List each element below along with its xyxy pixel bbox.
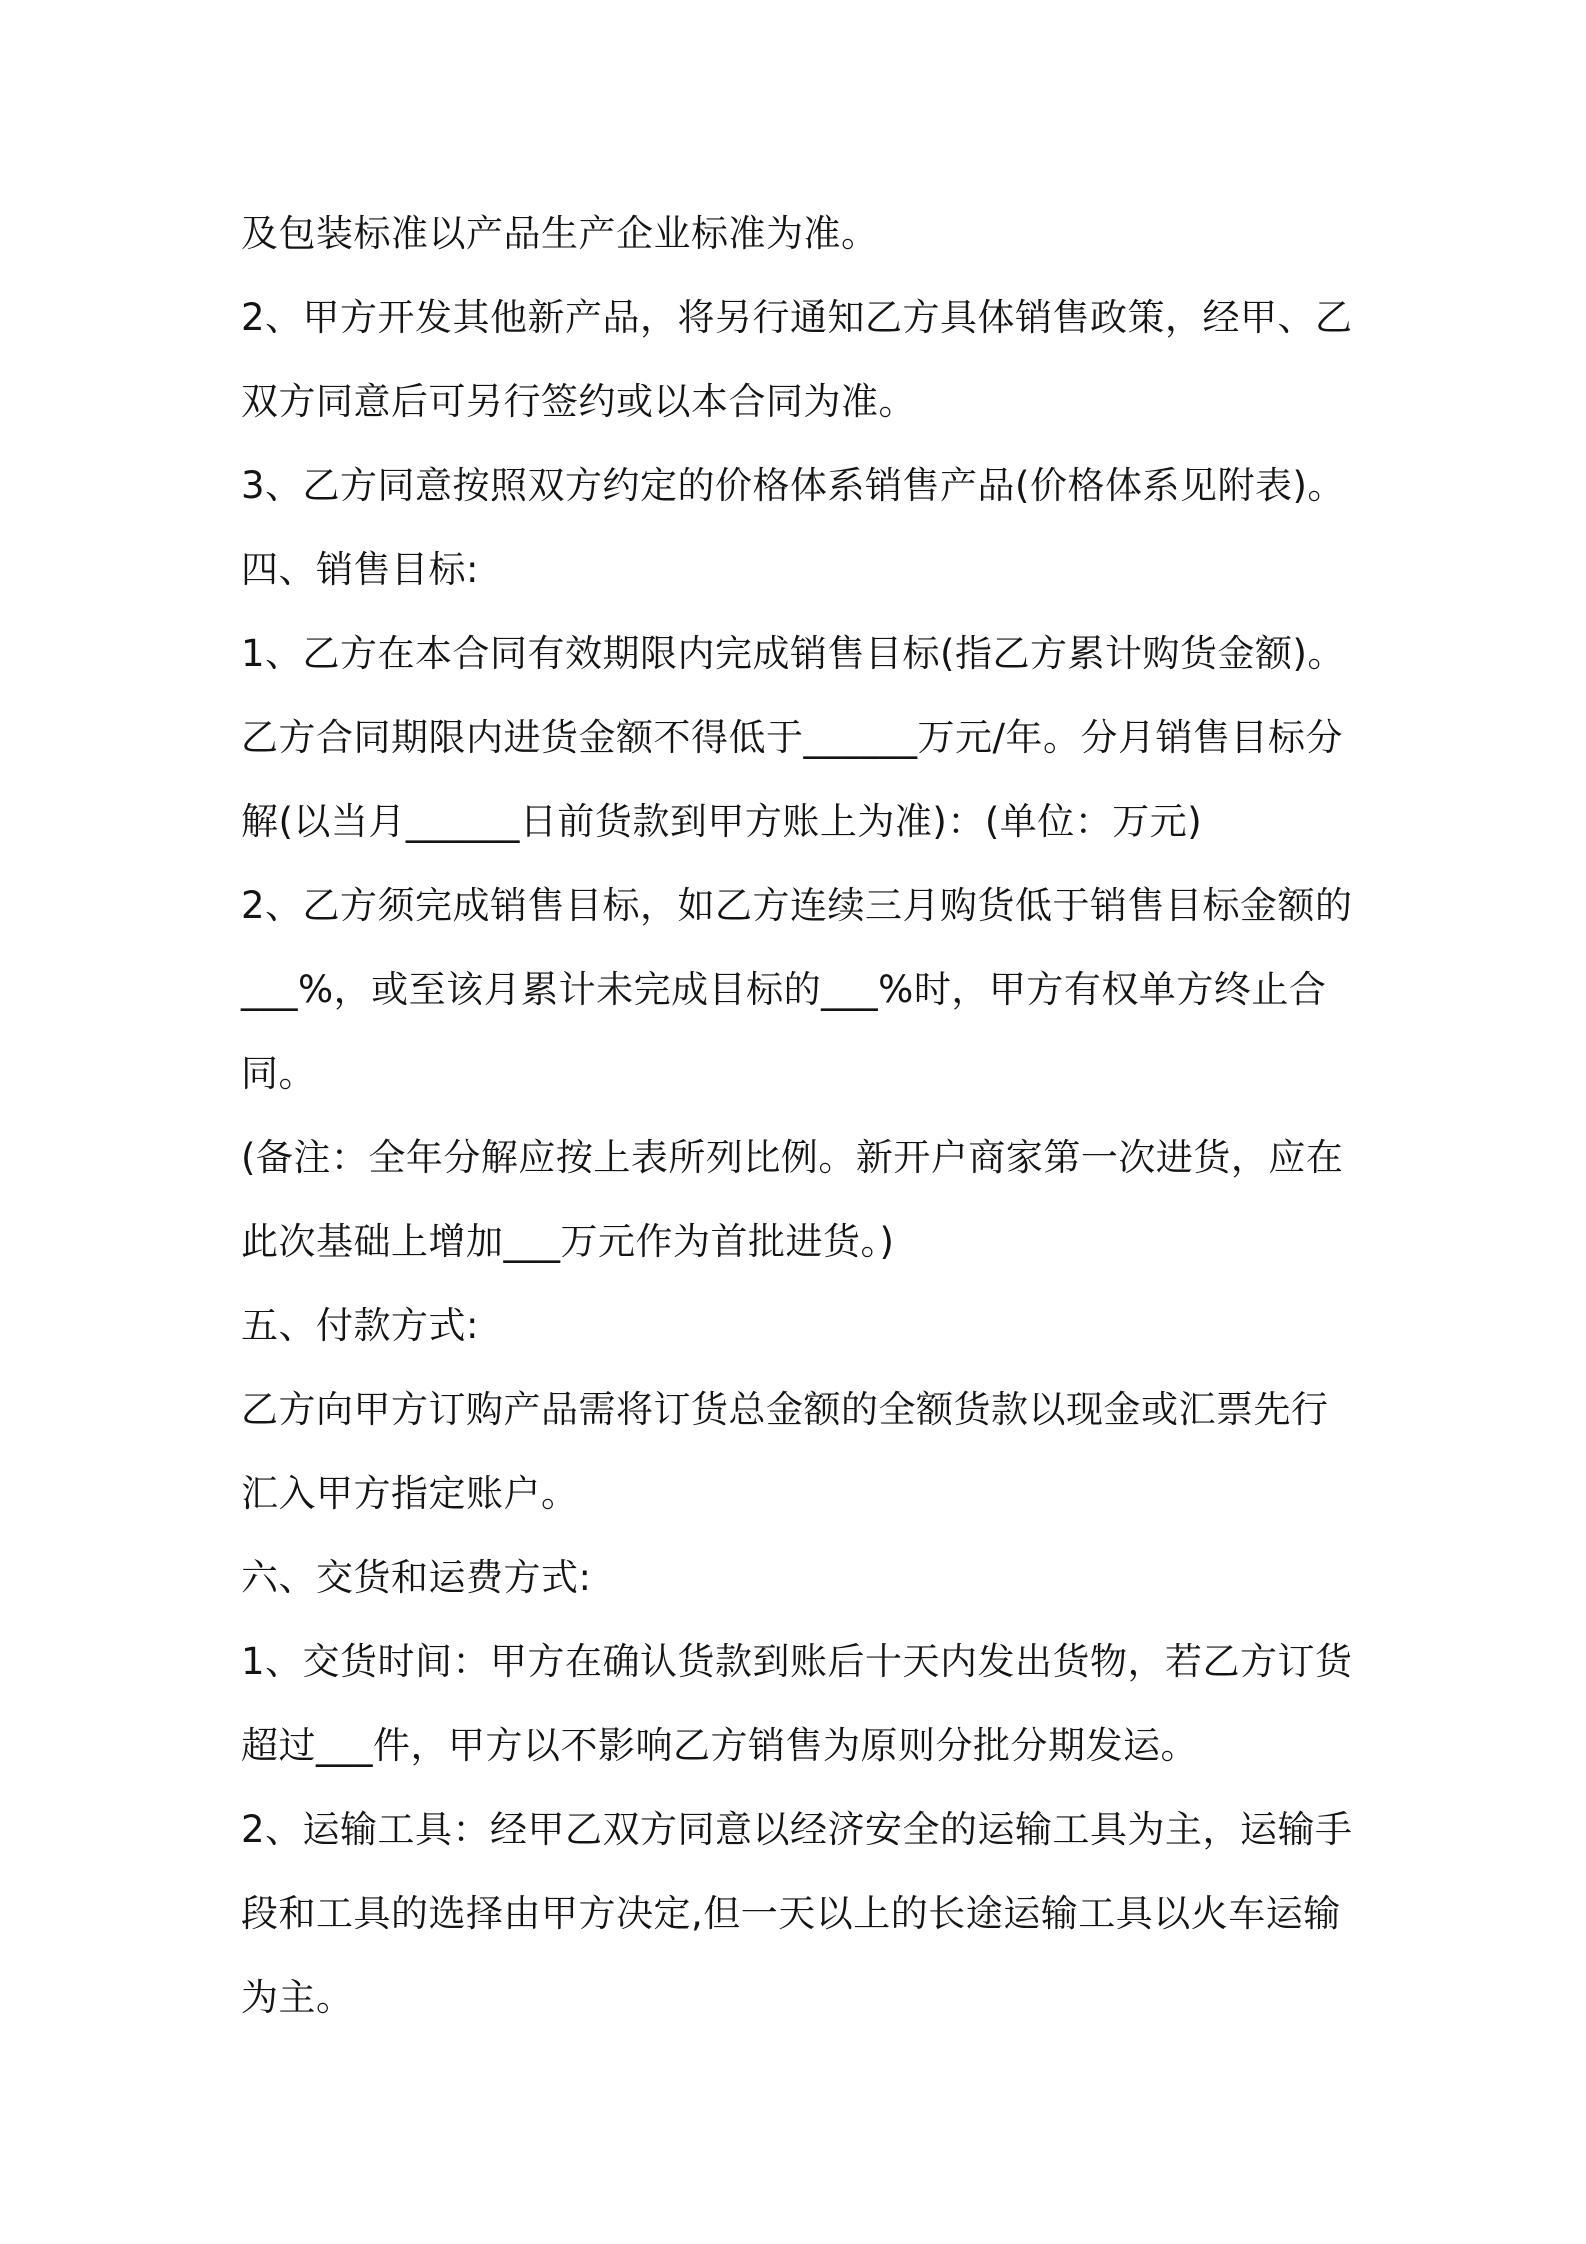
section-heading-payment: 五、付款方式:: [241, 1304, 479, 1347]
text-line-2: 2、甲方开发其他新产品，将另行通知乙方具体销售政策，经甲、乙: [241, 296, 1353, 339]
text-line-7: 乙方合同期限内进货金额不得低于______万元/年。分月销售目标分: [241, 716, 1343, 759]
text-line-8: 解(以当月______日前货款到甲方账上为准)：(单位：万元): [241, 800, 1203, 843]
text-line-12: (备注：全年分解应按上表所列比例。新开户商家第一次进货，应在: [241, 1136, 1344, 1179]
section-heading-sales-target: 四、销售目标:: [241, 548, 479, 591]
text-line-16: 汇入甲方指定账户。: [241, 1472, 579, 1515]
section-heading-delivery: 六、交货和运费方式:: [241, 1556, 592, 1599]
text-line-10: ___%，或至该月累计未完成目标的___%时，甲方有权单方终止合: [241, 968, 1327, 1011]
text-line-18: 1、交货时间：甲方在确认货款到账后十天内发出货物，若乙方订货: [241, 1640, 1353, 1683]
text-line-19: 超过___件，甲方以不影响乙方销售为原则分批分期发运。: [241, 1724, 1198, 1767]
text-line-20: 2、运输工具：经甲乙双方同意以经济安全的运输工具为主，运输手: [241, 1808, 1353, 1851]
text-line-9: 2、乙方须完成销售目标，如乙方连续三月购货低于销售目标金额的: [241, 884, 1353, 927]
document-body: [241, 192, 1371, 2040]
text-line-13: 此次基础上增加___万元作为首批进货。): [241, 1220, 895, 1263]
text-line-4: 3、乙方同意按照双方约定的价格体系销售产品(价格体系见附表)。: [241, 464, 1345, 507]
text-line-1: 及包装标准以产品生产企业标准为准。: [241, 212, 879, 255]
text-line-21: 段和工具的选择由甲方决定,但一天以上的长途运输工具以火车运输: [241, 1892, 1341, 1935]
text-line-11: 同。: [241, 1052, 316, 1095]
text-line-3: 双方同意后可另行签约或以本合同为准。: [241, 380, 916, 423]
text-line-22: 为主。: [241, 1976, 354, 2019]
text-line-15: 乙方向甲方订购产品需将订货总金额的全额货款以现金或汇票先行: [241, 1388, 1329, 1431]
text-line-6: 1、乙方在本合同有效期限内完成销售目标(指乙方累计购货金额)。: [241, 632, 1345, 675]
